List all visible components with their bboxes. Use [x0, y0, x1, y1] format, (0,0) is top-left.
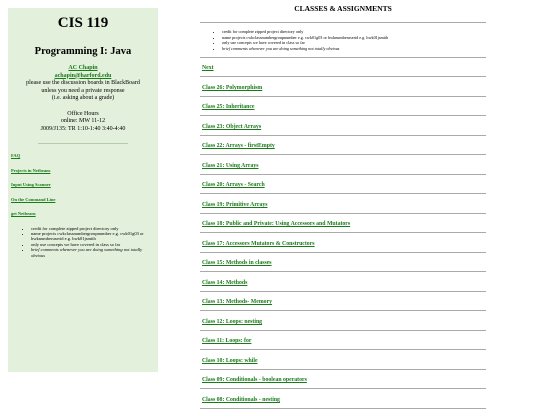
- class-link[interactable]: Class 13: Methods- Memory: [202, 299, 273, 306]
- note-item: [222, 46, 486, 52]
- row-divider: [200, 408, 486, 409]
- class-link[interactable]: Class 21: Using Arrays: [202, 162, 259, 169]
- row-divider: [200, 96, 486, 97]
- class-link[interactable]: Class 12: Loops: nesting: [202, 318, 263, 325]
- list-item: [200, 65, 486, 85]
- row-divider: [200, 154, 486, 155]
- sidebar-divider: [38, 143, 128, 144]
- list-item: [200, 143, 486, 163]
- class-link[interactable]: Class 14: Methods: [202, 279, 248, 286]
- list-item: [200, 377, 486, 397]
- row-divider: [200, 135, 486, 136]
- contact-note: please use the discussion boards in BlackBoard: [26, 80, 140, 86]
- class-link[interactable]: Class 20: Arrays - Search: [202, 182, 265, 189]
- row-divider: [200, 193, 486, 194]
- next-link[interactable]: Next: [202, 65, 214, 72]
- office-hours-room: J009/J135: TR 1:10-1:40 3:40-4:40: [40, 125, 126, 132]
- row-divider: [200, 388, 486, 389]
- note-emphasis: brief comments whenever you are doing something not totally obvious: [222, 45, 340, 51]
- row-divider: [200, 213, 486, 214]
- class-link[interactable]: Class 19: Primitive Arrays: [202, 201, 268, 208]
- office-hours-label: Office Hours: [67, 110, 99, 117]
- class-link[interactable]: Class 23: Object Arrays: [202, 123, 262, 130]
- list-item: [200, 280, 486, 300]
- sidebar-link-item: [11, 182, 155, 187]
- sidebar-link-item: [11, 168, 155, 173]
- row-divider: [200, 232, 486, 233]
- row-divider: [200, 115, 486, 116]
- contact-block: [11, 65, 155, 103]
- list-item: [200, 299, 486, 319]
- sidebar-link-item: [11, 153, 155, 158]
- list-item: [200, 124, 486, 144]
- note-emphasis: brief comments whenever you are doing something not totally obvious: [31, 247, 143, 258]
- row-divider: [200, 291, 486, 292]
- sidebar-link-item: [11, 197, 155, 202]
- row-divider: [200, 271, 486, 272]
- main-content: [200, 0, 486, 416]
- list-item: [200, 221, 486, 241]
- list-item: [200, 85, 486, 105]
- class-list: [200, 65, 486, 416]
- command-line-link[interactable]: On the Command Line: [11, 196, 56, 202]
- get-netbeans-link[interactable]: get Netbeans: [11, 211, 36, 216]
- sidebar-panel: [8, 8, 158, 372]
- office-hours: [11, 111, 155, 134]
- class-link[interactable]: Class 26: Polymorphism: [202, 84, 263, 91]
- list-item: [200, 241, 486, 261]
- note-item: • name projects cwkclassnumbergroupnumber e.g. cwk01g03 or hwknumberuserid e.g. hwk01jsmith: [31, 231, 155, 242]
- sidebar-link-item: [11, 211, 155, 216]
- faq-link[interactable]: FAQ: [11, 153, 21, 158]
- input-using-scanner-link[interactable]: Input Using Scanner: [11, 182, 51, 187]
- list-item: [200, 397, 486, 416]
- office-hours-online: online: MW 11-12: [60, 118, 106, 124]
- note-item: • credit for complete zipped project directory only: [31, 226, 155, 231]
- class-link[interactable]: Class 22: Arrays - firstEmpty: [202, 143, 275, 150]
- list-item: [200, 338, 486, 358]
- class-link[interactable]: Class 17: Accessors Mutators & Constructors: [202, 240, 315, 247]
- instructor-name-link[interactable]: AC Chapin: [68, 65, 98, 71]
- row-divider: [200, 330, 486, 331]
- list-item: [200, 163, 486, 183]
- sidebar-links: [11, 153, 155, 216]
- course-code: CIS 119: [57, 15, 109, 31]
- instructor-email-link[interactable]: achapin@harford.edu: [54, 72, 112, 79]
- class-link[interactable]: Class 08: Conditionals - nesting: [202, 396, 280, 403]
- contact-note: unless you need a private response: [41, 87, 125, 94]
- assignment-notes: [200, 29, 486, 51]
- class-link[interactable]: Class 25: Inheritance: [202, 104, 255, 111]
- row-divider: [200, 310, 486, 311]
- note-item: [31, 247, 155, 258]
- list-item: [200, 260, 486, 280]
- page-title: CLASSES & ASSIGNMENTS: [294, 4, 392, 13]
- sidebar-notes: [11, 226, 155, 258]
- note-item: • only use concepts we have covered in class so far: [31, 242, 155, 247]
- projects-in-netbeans-link[interactable]: Projects in Netbeans: [11, 167, 51, 173]
- course-name: Programming I: Java: [34, 46, 132, 57]
- list-item: [200, 358, 486, 378]
- list-item: [200, 319, 486, 339]
- note-item: • credit for complete zipped project directory only: [222, 29, 486, 35]
- title-divider: [200, 22, 486, 23]
- row-divider: [200, 349, 486, 350]
- list-item: [200, 202, 486, 222]
- note-item: • name projects cwkclassnumbergroupnumber e.g. cwk01g03 or hwknumberuserid e.g. hwk01jsmith: [222, 35, 486, 41]
- class-link[interactable]: Class 18: Public and Private: Using Accessors and Mutators: [202, 221, 351, 228]
- list-item: [200, 104, 486, 124]
- row-divider: [200, 252, 486, 253]
- class-link[interactable]: Class 10: Loops: while: [202, 357, 258, 364]
- class-link[interactable]: Class 11: Loops: for: [202, 338, 252, 345]
- class-link[interactable]: Class 09: Conditionals - boolean operators: [202, 377, 307, 384]
- note-item: • only use concepts we have covered in class so far: [222, 40, 486, 46]
- list-item: [200, 182, 486, 202]
- class-link[interactable]: Class 15: Methods in classes: [202, 260, 272, 267]
- contact-note: (i.e. asking about a grade): [51, 95, 115, 101]
- row-divider: [200, 369, 486, 370]
- row-divider: [200, 76, 486, 77]
- row-divider: [200, 174, 486, 175]
